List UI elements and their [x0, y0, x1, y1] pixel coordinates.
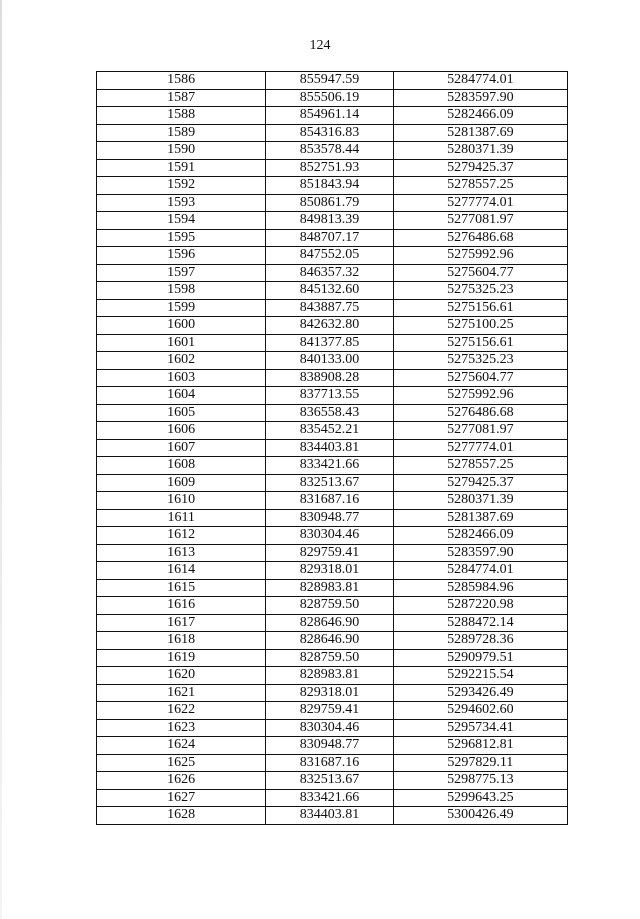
- point-number-cell: 1594: [97, 212, 266, 230]
- y-coordinate-cell: 5275156.61: [393, 334, 567, 352]
- x-coordinate-cell: 843887.75: [266, 299, 393, 317]
- point-number-cell: 1618: [97, 632, 266, 650]
- point-number-cell: 1610: [97, 492, 266, 510]
- table-row: [97, 282, 568, 300]
- x-coordinate-cell: 832513.67: [266, 772, 393, 790]
- x-coordinate-cell: 830304.46: [266, 719, 393, 737]
- point-number-cell: 1602: [97, 352, 266, 370]
- table-row: [97, 352, 568, 370]
- table-row: [97, 632, 568, 650]
- y-coordinate-cell: 5281387.69: [393, 124, 567, 142]
- table-row: [97, 177, 568, 195]
- x-coordinate-cell: 831687.16: [266, 492, 393, 510]
- point-number-cell: 1620: [97, 667, 266, 685]
- table-row: [97, 194, 568, 212]
- table-row: [97, 719, 568, 737]
- x-coordinate-cell: 840133.00: [266, 352, 393, 370]
- point-number-cell: 1598: [97, 282, 266, 300]
- y-coordinate-cell: 5298775.13: [393, 772, 567, 790]
- table-row: [97, 317, 568, 335]
- y-coordinate-cell: 5277081.97: [393, 212, 567, 230]
- coordinate-table-body: [97, 72, 568, 825]
- y-coordinate-cell: 5275604.77: [393, 369, 567, 387]
- point-number-cell: 1607: [97, 439, 266, 457]
- point-number-cell: 1591: [97, 159, 266, 177]
- y-coordinate-cell: 5292215.54: [393, 667, 567, 685]
- table-row: [97, 159, 568, 177]
- y-coordinate-cell: 5279425.37: [393, 159, 567, 177]
- point-number-cell: 1616: [97, 597, 266, 615]
- x-coordinate-cell: 834403.81: [266, 807, 393, 825]
- point-number-cell: 1593: [97, 194, 266, 212]
- point-number-cell: 1625: [97, 754, 266, 772]
- y-coordinate-cell: 5283597.90: [393, 544, 567, 562]
- y-coordinate-cell: 5289728.36: [393, 632, 567, 650]
- point-number-cell: 1604: [97, 387, 266, 405]
- x-coordinate-cell: 828646.90: [266, 632, 393, 650]
- point-number-cell: 1627: [97, 789, 266, 807]
- point-number-cell: 1596: [97, 247, 266, 265]
- x-coordinate-cell: 845132.60: [266, 282, 393, 300]
- x-coordinate-cell: 828983.81: [266, 667, 393, 685]
- x-coordinate-cell: 830948.77: [266, 509, 393, 527]
- x-coordinate-cell: 846357.32: [266, 264, 393, 282]
- x-coordinate-cell: 841377.85: [266, 334, 393, 352]
- table-row: [97, 334, 568, 352]
- point-number-cell: 1595: [97, 229, 266, 247]
- point-number-cell: 1615: [97, 579, 266, 597]
- table-row: [97, 614, 568, 632]
- table-row: [97, 474, 568, 492]
- x-coordinate-cell: 851843.94: [266, 177, 393, 195]
- y-coordinate-cell: 5295734.41: [393, 719, 567, 737]
- x-coordinate-cell: 830304.46: [266, 527, 393, 545]
- y-coordinate-cell: 5276486.68: [393, 404, 567, 422]
- point-number-cell: 1611: [97, 509, 266, 527]
- table-row: [97, 562, 568, 580]
- x-coordinate-cell: 829318.01: [266, 684, 393, 702]
- point-number-cell: 1587: [97, 89, 266, 107]
- y-coordinate-cell: 5297829.11: [393, 754, 567, 772]
- table-row: [97, 387, 568, 405]
- table-row: [97, 124, 568, 142]
- y-coordinate-cell: 5280371.39: [393, 492, 567, 510]
- x-coordinate-cell: 842632.80: [266, 317, 393, 335]
- table-row: [97, 649, 568, 667]
- x-coordinate-cell: 829759.41: [266, 702, 393, 720]
- table-row: [97, 597, 568, 615]
- y-coordinate-cell: 5276486.68: [393, 229, 567, 247]
- y-coordinate-cell: 5275100.25: [393, 317, 567, 335]
- x-coordinate-cell: 837713.55: [266, 387, 393, 405]
- point-number-cell: 1614: [97, 562, 266, 580]
- x-coordinate-cell: 828759.50: [266, 597, 393, 615]
- x-coordinate-cell: 830948.77: [266, 737, 393, 755]
- table-row: [97, 72, 568, 90]
- point-number-cell: 1592: [97, 177, 266, 195]
- y-coordinate-cell: 5293426.49: [393, 684, 567, 702]
- point-number-cell: 1601: [97, 334, 266, 352]
- point-number-cell: 1600: [97, 317, 266, 335]
- point-number-cell: 1586: [97, 72, 266, 90]
- x-coordinate-cell: 828759.50: [266, 649, 393, 667]
- x-coordinate-cell: 850861.79: [266, 194, 393, 212]
- table-row: [97, 509, 568, 527]
- point-number-cell: 1608: [97, 457, 266, 475]
- table-row: [97, 789, 568, 807]
- y-coordinate-cell: 5285984.96: [393, 579, 567, 597]
- y-coordinate-cell: 5299643.25: [393, 789, 567, 807]
- table-row: [97, 142, 568, 160]
- table-row: [97, 107, 568, 125]
- point-number-cell: 1619: [97, 649, 266, 667]
- table-row: [97, 527, 568, 545]
- table-row: [97, 404, 568, 422]
- y-coordinate-cell: 5288472.14: [393, 614, 567, 632]
- point-number-cell: 1623: [97, 719, 266, 737]
- x-coordinate-cell: 855947.59: [266, 72, 393, 90]
- table-row: [97, 247, 568, 265]
- table-row: [97, 212, 568, 230]
- y-coordinate-cell: 5290979.51: [393, 649, 567, 667]
- table-row: [97, 667, 568, 685]
- table-row: [97, 579, 568, 597]
- y-coordinate-cell: 5275325.23: [393, 282, 567, 300]
- point-number-cell: 1628: [97, 807, 266, 825]
- point-number-cell: 1590: [97, 142, 266, 160]
- point-number-cell: 1612: [97, 527, 266, 545]
- x-coordinate-cell: 849813.39: [266, 212, 393, 230]
- y-coordinate-cell: 5282466.09: [393, 527, 567, 545]
- x-coordinate-cell: 838908.28: [266, 369, 393, 387]
- y-coordinate-cell: 5275325.23: [393, 352, 567, 370]
- y-coordinate-cell: 5296812.81: [393, 737, 567, 755]
- x-coordinate-cell: 829759.41: [266, 544, 393, 562]
- y-coordinate-cell: 5287220.98: [393, 597, 567, 615]
- page-number: 124: [309, 38, 331, 53]
- point-number-cell: 1588: [97, 107, 266, 125]
- scan-edge-shadow: [0, 0, 2, 919]
- table-row: [97, 807, 568, 825]
- x-coordinate-cell: 829318.01: [266, 562, 393, 580]
- point-number-cell: 1617: [97, 614, 266, 632]
- point-number-cell: 1613: [97, 544, 266, 562]
- y-coordinate-cell: 5281387.69: [393, 509, 567, 527]
- x-coordinate-cell: 836558.43: [266, 404, 393, 422]
- y-coordinate-cell: 5278557.25: [393, 457, 567, 475]
- table-row: [97, 299, 568, 317]
- y-coordinate-cell: 5275156.61: [393, 299, 567, 317]
- table-row: [97, 439, 568, 457]
- x-coordinate-cell: 833421.66: [266, 789, 393, 807]
- point-number-cell: 1603: [97, 369, 266, 387]
- y-coordinate-cell: 5279425.37: [393, 474, 567, 492]
- y-coordinate-cell: 5284774.01: [393, 562, 567, 580]
- x-coordinate-cell: 833421.66: [266, 457, 393, 475]
- x-coordinate-cell: 831687.16: [266, 754, 393, 772]
- x-coordinate-cell: 854961.14: [266, 107, 393, 125]
- point-number-cell: 1597: [97, 264, 266, 282]
- y-coordinate-cell: 5283597.90: [393, 89, 567, 107]
- table-row: [97, 229, 568, 247]
- point-number-cell: 1621: [97, 684, 266, 702]
- x-coordinate-cell: 832513.67: [266, 474, 393, 492]
- table-row: [97, 492, 568, 510]
- table-row: [97, 737, 568, 755]
- x-coordinate-cell: 847552.05: [266, 247, 393, 265]
- point-number-cell: 1624: [97, 737, 266, 755]
- x-coordinate-cell: 834403.81: [266, 439, 393, 457]
- table-row: [97, 702, 568, 720]
- table-row: [97, 754, 568, 772]
- point-number-cell: 1609: [97, 474, 266, 492]
- table-row: [97, 772, 568, 790]
- table-row: [97, 544, 568, 562]
- point-number-cell: 1605: [97, 404, 266, 422]
- table-row: [97, 457, 568, 475]
- x-coordinate-cell: 828983.81: [266, 579, 393, 597]
- y-coordinate-cell: 5278557.25: [393, 177, 567, 195]
- point-number-cell: 1622: [97, 702, 266, 720]
- y-coordinate-cell: 5284774.01: [393, 72, 567, 90]
- x-coordinate-cell: 853578.44: [266, 142, 393, 160]
- y-coordinate-cell: 5282466.09: [393, 107, 567, 125]
- point-number-cell: 1626: [97, 772, 266, 790]
- point-number-cell: 1606: [97, 422, 266, 440]
- y-coordinate-cell: 5275992.96: [393, 387, 567, 405]
- y-coordinate-cell: 5277081.97: [393, 422, 567, 440]
- y-coordinate-cell: 5294602.60: [393, 702, 567, 720]
- x-coordinate-cell: 854316.83: [266, 124, 393, 142]
- table-row: [97, 369, 568, 387]
- table-row: [97, 422, 568, 440]
- y-coordinate-cell: 5275992.96: [393, 247, 567, 265]
- y-coordinate-cell: 5277774.01: [393, 439, 567, 457]
- table-row: [97, 264, 568, 282]
- y-coordinate-cell: 5280371.39: [393, 142, 567, 160]
- x-coordinate-cell: 848707.17: [266, 229, 393, 247]
- table-row: [97, 89, 568, 107]
- x-coordinate-cell: 835452.21: [266, 422, 393, 440]
- point-number-cell: 1599: [97, 299, 266, 317]
- coordinate-table: [96, 71, 568, 825]
- point-number-cell: 1589: [97, 124, 266, 142]
- x-coordinate-cell: 852751.93: [266, 159, 393, 177]
- x-coordinate-cell: 855506.19: [266, 89, 393, 107]
- y-coordinate-cell: 5277774.01: [393, 194, 567, 212]
- y-coordinate-cell: 5300426.49: [393, 807, 567, 825]
- y-coordinate-cell: 5275604.77: [393, 264, 567, 282]
- x-coordinate-cell: 828646.90: [266, 614, 393, 632]
- table-row: [97, 684, 568, 702]
